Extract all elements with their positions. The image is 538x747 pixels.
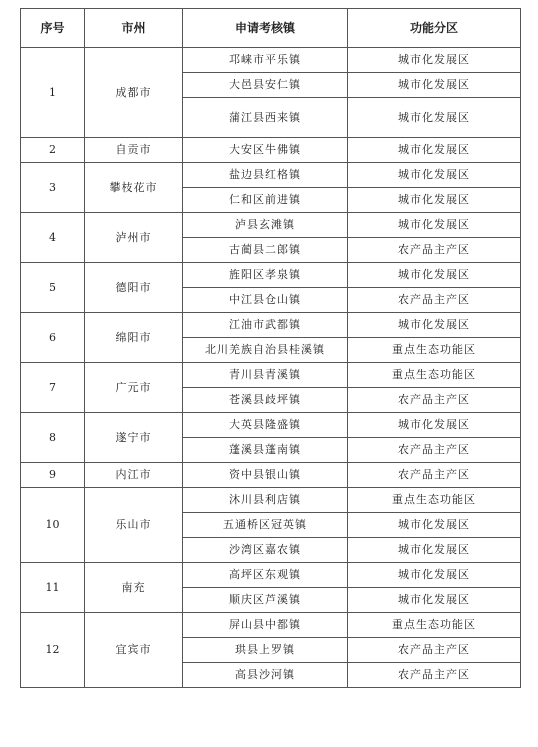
cell-zone: 农产品主产区 [348, 438, 521, 463]
cell-seq: 5 [21, 263, 85, 313]
table-row [21, 363, 521, 388]
table-header [21, 9, 521, 48]
cell-town: 旌阳区孝泉镇 [183, 263, 348, 288]
cell-town: 大邑县安仁镇 [183, 73, 348, 98]
cell-zone: 重点生态功能区 [348, 363, 521, 388]
header-city: 市州 [85, 9, 183, 48]
cell-zone: 重点生态功能区 [348, 338, 521, 363]
cell-seq: 10 [21, 488, 85, 563]
table-body [21, 48, 521, 688]
cell-town: 屏山县中都镇 [183, 613, 348, 638]
cell-zone: 城市化发展区 [348, 563, 521, 588]
cell-zone: 农产品主产区 [348, 288, 521, 313]
cell-zone: 城市化发展区 [348, 163, 521, 188]
table-row [21, 163, 521, 188]
cell-town: 中江县仓山镇 [183, 288, 348, 313]
cell-seq: 7 [21, 363, 85, 413]
cell-zone: 城市化发展区 [348, 263, 521, 288]
cell-city: 德阳市 [85, 263, 183, 313]
cell-town: 蓬溪县蓬南镇 [183, 438, 348, 463]
cell-seq: 9 [21, 463, 85, 488]
town-assessment-table [20, 8, 521, 688]
table-row [21, 488, 521, 513]
cell-city: 攀枝花市 [85, 163, 183, 213]
cell-town: 大英县隆盛镇 [183, 413, 348, 438]
table-row [21, 563, 521, 588]
cell-city: 乐山市 [85, 488, 183, 563]
table-row [21, 263, 521, 288]
cell-town: 珙县上罗镇 [183, 638, 348, 663]
cell-seq: 12 [21, 613, 85, 688]
cell-town: 青川县青溪镇 [183, 363, 348, 388]
cell-zone: 城市化发展区 [348, 48, 521, 73]
cell-zone: 城市化发展区 [348, 73, 521, 98]
cell-city: 自贡市 [85, 138, 183, 163]
cell-town: 沐川县利店镇 [183, 488, 348, 513]
header-town: 申请考核镇 [183, 9, 348, 48]
cell-town: 顺庆区芦溪镇 [183, 588, 348, 613]
cell-town: 高坪区东观镇 [183, 563, 348, 588]
cell-town: 泸县玄滩镇 [183, 213, 348, 238]
cell-zone: 农产品主产区 [348, 663, 521, 688]
cell-town: 沙湾区嘉农镇 [183, 538, 348, 563]
cell-zone: 城市化发展区 [348, 138, 521, 163]
cell-town: 苍溪县歧坪镇 [183, 388, 348, 413]
cell-city: 泸州市 [85, 213, 183, 263]
cell-town: 北川羌族自治县桂溪镇 [183, 338, 348, 363]
cell-zone: 重点生态功能区 [348, 613, 521, 638]
cell-zone: 城市化发展区 [348, 588, 521, 613]
cell-zone: 农产品主产区 [348, 388, 521, 413]
cell-zone: 重点生态功能区 [348, 488, 521, 513]
cell-seq: 1 [21, 48, 85, 138]
table-row [21, 413, 521, 438]
document-table-wrapper [20, 8, 520, 688]
cell-seq: 6 [21, 313, 85, 363]
table-row [21, 138, 521, 163]
header-seq: 序号 [21, 9, 85, 48]
cell-seq: 3 [21, 163, 85, 213]
cell-city: 成都市 [85, 48, 183, 138]
cell-city: 宜宾市 [85, 613, 183, 688]
header-row [21, 9, 521, 48]
cell-seq: 11 [21, 563, 85, 613]
cell-seq: 4 [21, 213, 85, 263]
cell-city: 内江市 [85, 463, 183, 488]
table-row [21, 213, 521, 238]
cell-town: 高县沙河镇 [183, 663, 348, 688]
cell-town: 五通桥区冠英镇 [183, 513, 348, 538]
table-row [21, 313, 521, 338]
cell-town: 资中县银山镇 [183, 463, 348, 488]
cell-town: 江油市武都镇 [183, 313, 348, 338]
cell-town: 仁和区前进镇 [183, 188, 348, 213]
cell-city: 广元市 [85, 363, 183, 413]
table-row [21, 613, 521, 638]
table-row [21, 463, 521, 488]
cell-city: 南充 [85, 563, 183, 613]
cell-town: 蒲江县西来镇 [183, 98, 348, 138]
cell-seq: 2 [21, 138, 85, 163]
table-row [21, 48, 521, 73]
cell-seq: 8 [21, 413, 85, 463]
cell-town: 盐边县红格镇 [183, 163, 348, 188]
cell-zone: 农产品主产区 [348, 238, 521, 263]
cell-town: 邛崃市平乐镇 [183, 48, 348, 73]
header-zone: 功能分区 [348, 9, 521, 48]
cell-zone: 城市化发展区 [348, 98, 521, 138]
cell-zone: 城市化发展区 [348, 213, 521, 238]
cell-zone: 城市化发展区 [348, 188, 521, 213]
cell-zone: 城市化发展区 [348, 413, 521, 438]
cell-zone: 城市化发展区 [348, 513, 521, 538]
cell-city: 绵阳市 [85, 313, 183, 363]
cell-zone: 城市化发展区 [348, 538, 521, 563]
cell-zone: 农产品主产区 [348, 638, 521, 663]
cell-zone: 城市化发展区 [348, 313, 521, 338]
cell-town: 古蔺县二郎镇 [183, 238, 348, 263]
cell-zone: 农产品主产区 [348, 463, 521, 488]
cell-town: 大安区牛佛镇 [183, 138, 348, 163]
cell-city: 遂宁市 [85, 413, 183, 463]
